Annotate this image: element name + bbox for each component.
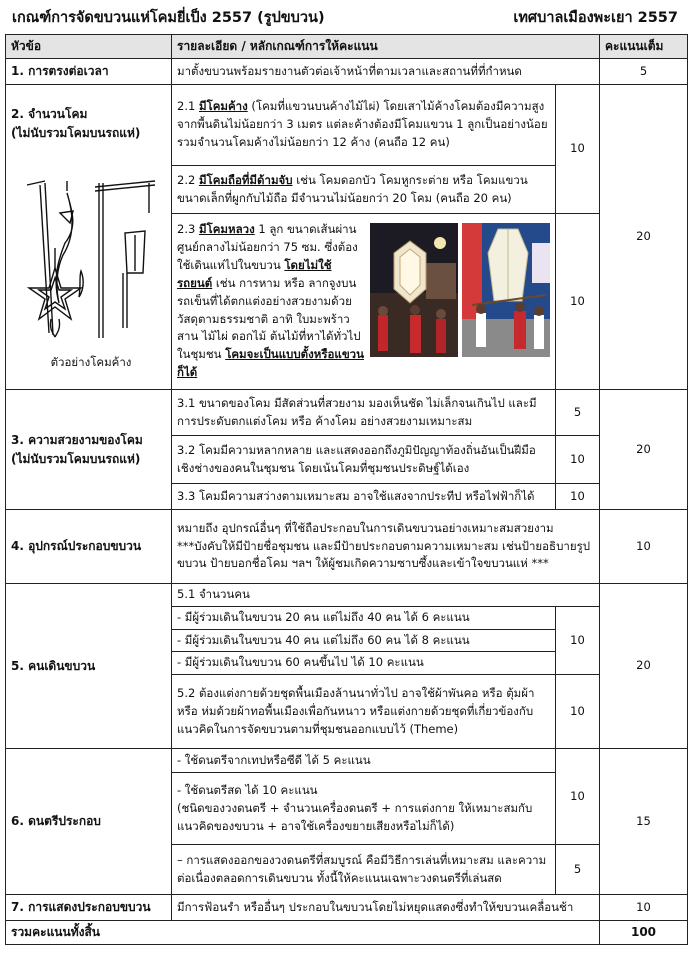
detail-5-2: 5.2 ต้องแต่งกายด้วยชุดพื้นเมืองล้านนาทั่วไป อาจใช้ผ้าพันคอ หรือ ตุ้มผ้า หรือ ห่มด้วยผ้าทอพื้นเมืองเพื่อกันหนาว หรือแต่งกายด้วยชุดที่เกี่ยวข้องกับแนวคิดในการจัดขบวนตามที่ชุมชนออกแบบไว้ (Theme) xyxy=(172,675,556,749)
score-2-1: 10 xyxy=(556,85,600,214)
score-3-1: 5 xyxy=(556,390,600,436)
score-4: 10 xyxy=(600,510,688,584)
topic-2-subtitle: (ไม่นับรวมโคมบนรถแห่) xyxy=(11,125,141,140)
topic-5: 5. คนเดินขบวน xyxy=(6,584,172,749)
detail-2-1-prefix: 2.1 xyxy=(177,99,199,114)
header-detail: รายละเอียด / หลักเกณฑ์การให้คะแนน xyxy=(172,35,600,59)
detail-2-1-keyword: มีโคมค้าง xyxy=(198,99,248,114)
topic-2-title: 2. จำนวนโคม xyxy=(11,107,88,121)
total-label: รวมคะแนนทั้งสิ้น xyxy=(6,921,600,945)
score-1: 5 xyxy=(600,59,688,85)
detail-6-3: – การแสดงออกของวงดนตรีที่สมบูรณ์ คือมีวิธีการเล่นที่เหมาะสม และความต่อเนื่องตลอดการเดินขบวน ทั้งนี้ให้คะแนนเฉพาะวงดนตรีที่เล่นสด xyxy=(172,845,556,895)
lantern-carried-photo-icon xyxy=(462,223,550,357)
detail-3-2: 3.2 โคมมีความหลากหลาย และแสดงออกถึงภูมิปัญญาท้องถิ่นอันเป็นฝีมือเชิงช่างของคนในชุมชน โดยเน้นโคมที่ชุมชนประดิษฐ์ได้เอง xyxy=(172,436,556,484)
score-6-1: 10 xyxy=(556,749,600,845)
lantern-caption: ตัวอย่างโคมค้าง xyxy=(50,355,132,369)
topic-1: 1. การตรงต่อเวลา xyxy=(6,59,172,85)
criterion-row-1 xyxy=(6,59,688,85)
lantern-photos xyxy=(370,223,550,357)
detail-2-3-text1: 1 ลูก ขนาดเส้นผ่านศูนย์กลางไม่น้อยกว่า 75 ซม. ซึ่งต้องใช้เดินแห่ไปในขบวน xyxy=(177,222,358,273)
topic-6: 6. ดนตรีประกอบ xyxy=(6,749,172,895)
score-6-3: 5 xyxy=(556,845,600,895)
score-5-1: 10 xyxy=(556,606,600,674)
detail-2-3 xyxy=(172,214,556,390)
score-5-2: 10 xyxy=(556,675,600,749)
detail-2-2-text: เช่น โคมดอกบัว โคมหูกระต่าย หรือ โคมแขวนขนาดเล็กที่ผูกกับไม้ถือ มีจำนวนไม่น้อยกว่า 20 โคม (คนถือ 20 คน) xyxy=(177,172,528,205)
criterion-row-2-1 xyxy=(6,85,688,166)
detail-4: หมายถึง อุปกรณ์อื่นๆ ที่ใช้ถือประกอบในการเดินขบวนอย่างเหมาะสมสวยงาม ***บังคับให้มีป้ายชื่อชุมชน และมีป้ายประกอบตามความเหมาะสม เช่นป้ายอธิบายรูปขบวน ป้ายบอกชื่อโคม ฯลฯ ให้ผู้ชมเกิดความซาบซึ้งและเข้าใจขบวนแห่ *** xyxy=(172,510,600,584)
score-6-total: 15 xyxy=(600,749,688,895)
header-score: คะแนนเต็ม xyxy=(600,35,688,59)
criterion-row-3-1 xyxy=(6,390,688,436)
detail-6-2 xyxy=(172,773,556,845)
score-3-total: 20 xyxy=(600,390,688,510)
topic-3-subtitle: (ไม่นับรวมโคมบนรถแห่) xyxy=(11,451,141,466)
header-topic: หัวข้อ xyxy=(6,35,172,59)
table-header-row xyxy=(6,35,688,59)
topic-3 xyxy=(6,390,172,510)
score-2-total: 20 xyxy=(600,85,688,390)
detail-3-1: 3.1 ขนาดของโคม มีสัดส่วนที่สวยงาม มองเห็นชัด ไม่เล็กจนเกินไป และมีการประดับตกแต่งโคม หรือ ค้างโคม อย่างสวยงามเหมาะสม xyxy=(172,390,556,436)
detail-1: มาตั้งขบวนพร้อมรายงานตัวต่อเจ้าหน้าที่ตามเวลาและสถานที่ที่กำหนด xyxy=(172,59,600,85)
criterion-row-4 xyxy=(6,510,688,584)
score-3-3: 10 xyxy=(556,484,600,510)
detail-6-2-line: - ใช้ดนตรีสด ได้ 10 คะแนน xyxy=(177,783,318,798)
detail-2-3-note: โคมจะเป็นแบบตั้งหรือแขวนก็ได้ xyxy=(177,347,364,379)
detail-3-3: 3.3 โคมมีความสว่างตามเหมาะสม อาจใช้แสงจากประทีป หรือไฟฟ้าก็ได้ xyxy=(172,484,556,510)
detail-2-1-text: (โคมที่แขวนบนค้างไม้ไผ่) โดยเสาไม้ค้างโคมต้องมีความสูงจากพื้นดินไม่น้อยกว่า 3 เมตร แต่ละค้างต้องมีโคมแขวน 1 ลูกเป็นอย่างน้อย รวมจำนวนโคมค้างไม่น้อยกว่า 12 ค้าง (คนถือ 12 คน) xyxy=(177,99,548,149)
detail-7: มีการฟ้อนรำ หรืออื่นๆ ประกอบในขบวนโดยไม่หยุดแสดงซึ่งทำให้ขบวนเคลื่อนช้า xyxy=(172,895,600,921)
detail-5-1-item-3: - มีผู้ร่วมเดินในขบวน 60 คนขึ้นไป ได้ 10 คะแนน xyxy=(172,652,556,675)
organization-name: เทศบาลเมืองพะเยา 2557 xyxy=(513,10,678,26)
detail-2-1 xyxy=(172,85,556,166)
total-row xyxy=(6,921,688,945)
detail-2-2-prefix: 2.2 xyxy=(177,172,199,187)
lantern-example-figure xyxy=(11,167,171,377)
topic-2 xyxy=(6,85,172,390)
topic-4: 4. อุปกรณ์ประกอบขบวน xyxy=(6,510,172,584)
detail-6-1: - ใช้ดนตรีจากเทปหรือซีดี ได้ 5 คะแนน xyxy=(172,749,556,773)
topic-3-title: 3. ความสวยงามของโคม xyxy=(11,432,143,447)
criteria-table xyxy=(5,34,688,945)
document-title: เกณฑ์การจัดขบวนแห่โคมยี่เป็ง 2557 (รูปขบวน) xyxy=(12,10,325,26)
detail-2-2-keyword: มีโคมถือที่มีด้ามจับ xyxy=(198,172,293,187)
score-7: 10 xyxy=(600,895,688,921)
score-5-total: 20 xyxy=(600,584,688,749)
score-2-3: 10 xyxy=(556,214,600,390)
detail-5-1-item-2: - มีผู้ร่วมเดินในขบวน 40 คน แต่ไม่ถึง 60 คน ได้ 8 คะแนน xyxy=(172,629,556,652)
detail-5-1-title: 5.1 จำนวนคน xyxy=(172,584,600,607)
criterion-row-6-1 xyxy=(6,749,688,773)
detail-5-1-item-1: - มีผู้ร่วมเดินในขบวน 20 คน แต่ไม่ถึง 40 คน ได้ 6 คะแนน xyxy=(172,606,556,629)
detail-6-2-note: (ชนิดของวงดนตรี + จำนวนเครื่องดนตรี + การแต่งกาย ให้เหมาะสมกับแนวคิดของขบวน + อาจใช้เครื่องขยายเสียงหรือไม่ก็ได้) xyxy=(177,800,533,833)
score-3-2: 10 xyxy=(556,436,600,484)
detail-2-3-text2: เช่น การหาม หรือ ลากจูงบนรถเข็นที่ได้ตกแต่งอย่างสวยงามด้วยวัสดุตามธรรมชาติ อาทิ ใบมะพร้าวสาน ไม้ไผ่ ดอกไม้ ต้นไม้ที่หาได้ทั่วไปในชุมชน xyxy=(177,275,361,362)
criterion-row-5-title xyxy=(6,584,688,607)
topic-7: 7. การแสดงประกอบขบวน xyxy=(6,895,172,921)
detail-2-3-prefix: 2.3 xyxy=(177,222,199,237)
detail-2-3-no-car: โดยไม่ใช้รถยนต์ xyxy=(177,258,332,290)
detail-2-3-keyword: มีโคมหลวง xyxy=(198,222,255,237)
criterion-row-7 xyxy=(6,895,688,921)
total-score: 100 xyxy=(600,921,688,945)
lantern-parade-photo-icon xyxy=(370,223,458,357)
detail-2-2 xyxy=(172,165,556,213)
hanging-lantern-sketch-icon xyxy=(15,173,165,348)
